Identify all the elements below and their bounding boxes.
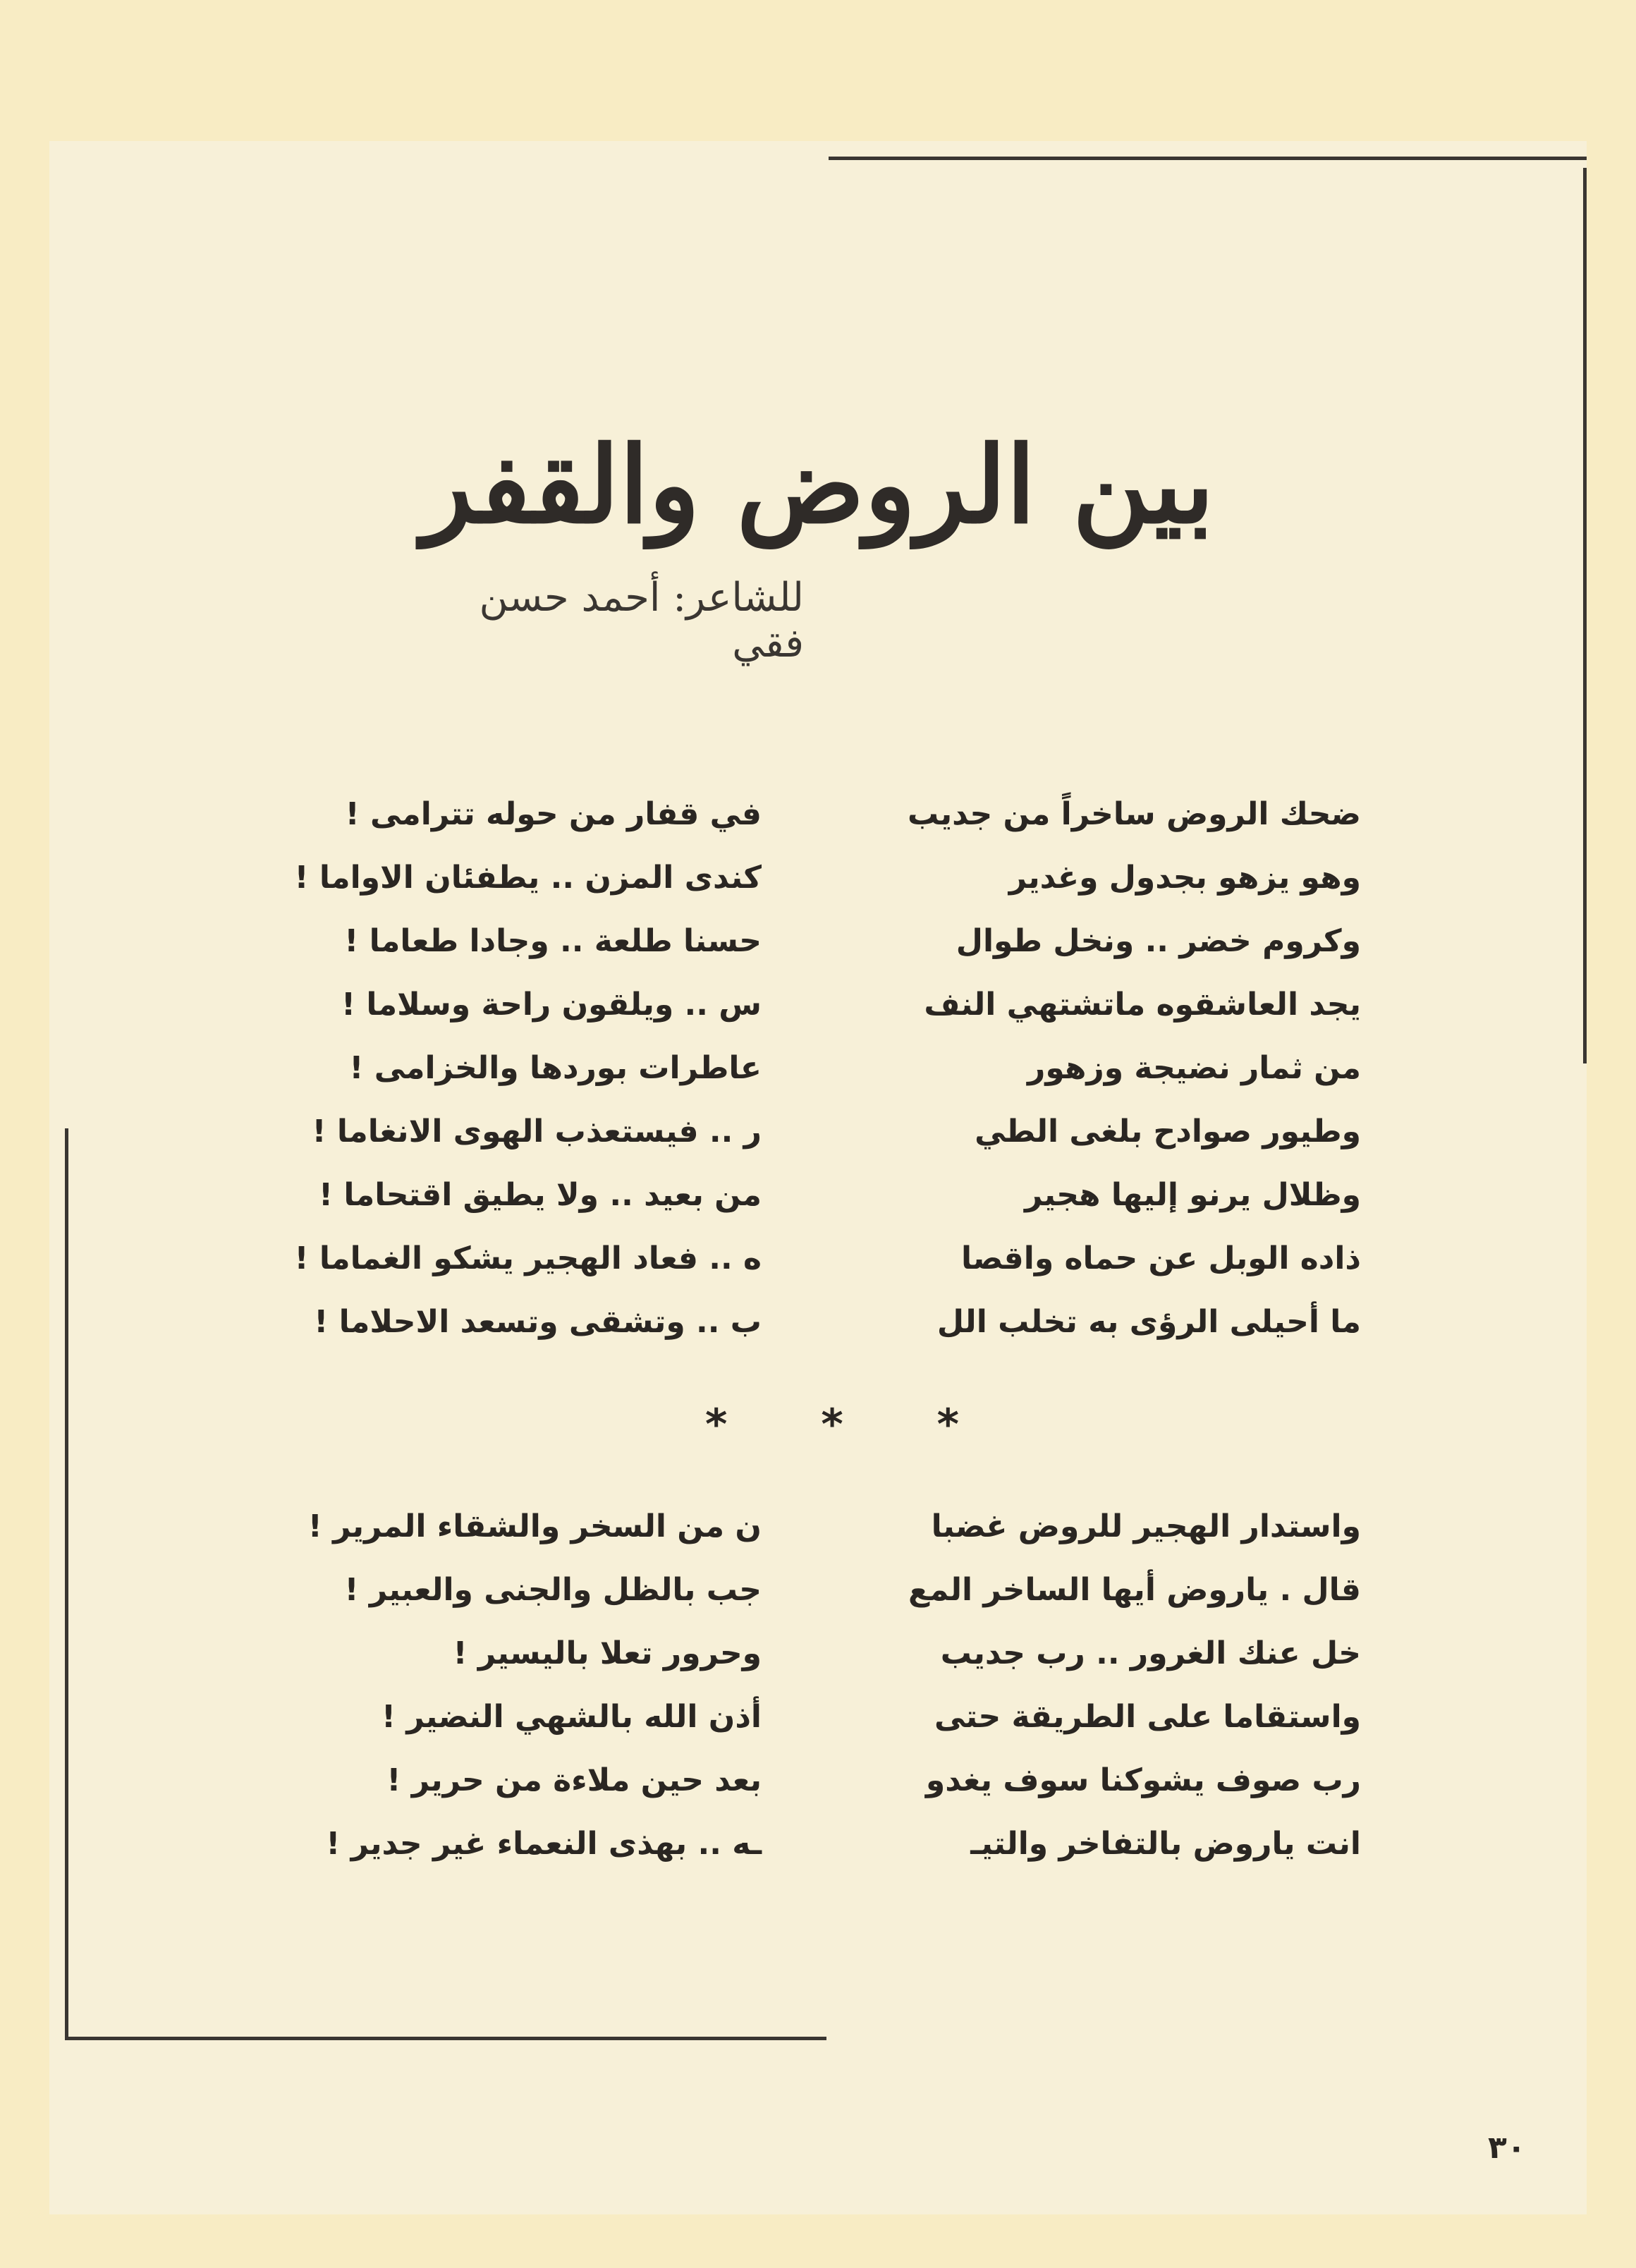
verse-line: في قفار من حوله تترامى ! bbox=[345, 796, 762, 832]
stanza1-right-column bbox=[881, 783, 1361, 1354]
verse-line: من ثمار نضيجة وزهور bbox=[1027, 1050, 1361, 1086]
left-rule bbox=[65, 1128, 68, 2038]
stanza-separator bbox=[705, 1400, 959, 1449]
verse-line: وطيور صوادح بلغى الطي bbox=[975, 1114, 1361, 1150]
verse-line: وظلال يرنو إليها هجير bbox=[1024, 1177, 1361, 1213]
verse-line: حسنا طلعة .. وجادا طعاما ! bbox=[344, 923, 762, 959]
verse-line: قال . ياروض أيها الساخر المع bbox=[908, 1572, 1361, 1608]
verse-line: وكروم خضر .. ونخل طوال bbox=[956, 923, 1361, 959]
separator-star: * bbox=[705, 1400, 728, 1449]
verse-line: أذن الله بالشهي النضير ! bbox=[381, 1699, 762, 1735]
verse-line: انت ياروض بالتفاخر والتيـ bbox=[970, 1826, 1361, 1862]
verse-line: من بعيد .. ولا يطيق اقتحاما ! bbox=[319, 1177, 762, 1213]
verse-line: س .. ويلقون راحة وسلاما ! bbox=[341, 987, 762, 1023]
verse-line: كندى المزن .. يطفئان الاواما ! bbox=[294, 860, 762, 896]
verse-line: ب .. وتشقى وتسعد الاحلاما ! bbox=[314, 1304, 762, 1340]
poem-title: بين الروض والقفر bbox=[422, 423, 1214, 547]
stanza2-left-column bbox=[296, 1495, 762, 1876]
verse-line: ذاده الوبل عن حماه واقصا bbox=[961, 1240, 1361, 1276]
verse-line: يجد العاشقوه ماتشتهي النف bbox=[924, 987, 1361, 1023]
poet-byline: للشاعر: أحمد حسن فقي bbox=[479, 575, 804, 666]
verse-line: رب صوف يشوكنا سوف يغدو bbox=[925, 1762, 1361, 1798]
verse-line: وهو يزهو بجدول وغدير bbox=[1008, 860, 1361, 896]
separator-star: * bbox=[936, 1400, 959, 1449]
verse-line: وحرور تعلا باليسير ! bbox=[453, 1635, 762, 1671]
right-rule bbox=[1583, 168, 1587, 1063]
verse-line: واستقاما على الطريقة حتى bbox=[934, 1699, 1361, 1735]
verse-line: خل عنك الغرور .. رب جديب bbox=[940, 1635, 1361, 1671]
verse-line: بعد حين ملاءة من حرير ! bbox=[386, 1762, 762, 1798]
verse-line: ن من السخر والشقاء المرير ! bbox=[307, 1508, 762, 1544]
stanza1-left-column bbox=[296, 783, 762, 1354]
verse-line: ر .. فيستعذب الهوى الانغاما ! bbox=[312, 1114, 762, 1150]
verse-line: ما أحيلى الرؤى به تخلب الل bbox=[936, 1304, 1361, 1340]
verse-line: عاطرات بوردها والخزامى ! bbox=[349, 1050, 762, 1086]
top-rule bbox=[829, 157, 1587, 160]
bottom-rule bbox=[65, 2037, 826, 2040]
separator-star: * bbox=[821, 1400, 843, 1449]
verse-line: واستدار الهجير للروض غضبا bbox=[931, 1508, 1361, 1544]
verse-line: ـه .. بهذى النعماء غير جدير ! bbox=[326, 1826, 762, 1862]
stanza2-right-column bbox=[881, 1495, 1361, 1876]
verse-line: ضحك الروض ساخراً من جديب bbox=[907, 796, 1361, 832]
verse-line: جب بالظل والجنى والعبير ! bbox=[344, 1572, 762, 1608]
page-number: ٣٠ bbox=[1488, 2130, 1526, 2166]
verse-line: ه .. فعاد الهجير يشكو الغماما ! bbox=[294, 1240, 762, 1276]
